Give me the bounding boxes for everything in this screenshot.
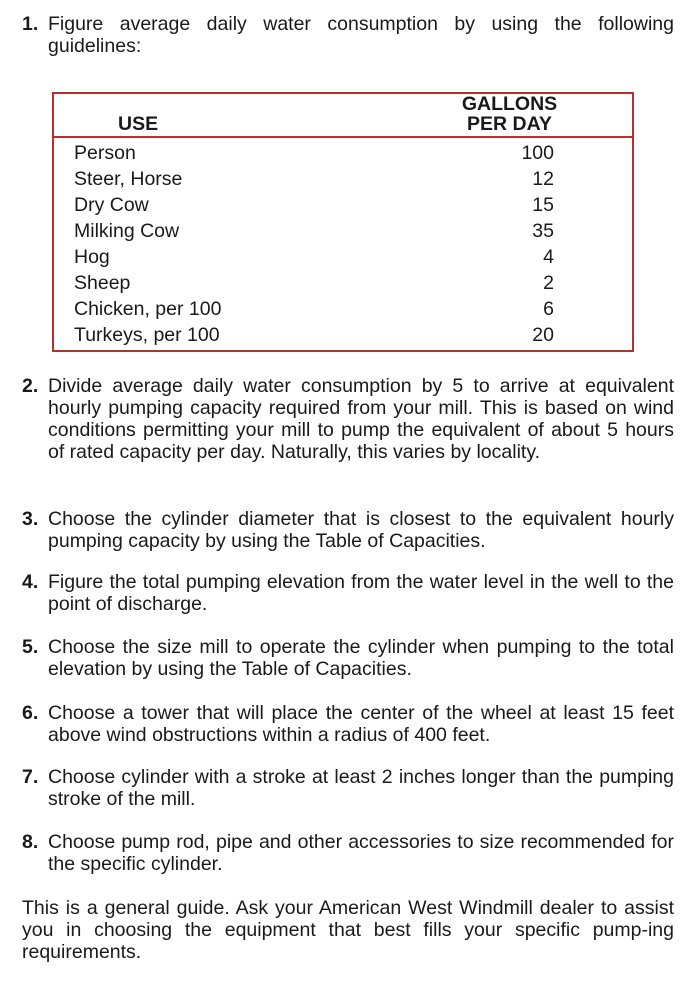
use-cell: Milking Cow	[74, 220, 180, 242]
gallons-cell: 12	[532, 168, 554, 190]
step-6	[22, 702, 674, 746]
gallons-cell: 100	[521, 142, 554, 164]
table-row	[53, 218, 633, 244]
step-3	[22, 508, 674, 552]
table-row	[53, 322, 633, 351]
gallons-cell: 35	[532, 220, 554, 242]
gallons-cell: 15	[532, 194, 554, 216]
step-text: Figure average daily water consumption by using the following guidelines:	[48, 13, 674, 57]
table-row	[53, 137, 633, 166]
step-1	[22, 13, 674, 57]
gallons-cell: 4	[543, 246, 554, 268]
use-cell: Dry Cow	[74, 194, 149, 216]
step-8	[22, 831, 674, 875]
column-header-gallons: GALLONS PER DAY	[401, 93, 633, 137]
water-consumption-table	[52, 92, 634, 352]
step-text: Choose a tower that will place the center of the wheel at least 15 feet above wind obstructions within a radius of 400 feet.	[48, 702, 674, 746]
step-7	[22, 766, 674, 810]
step-number: 3.	[22, 508, 39, 530]
use-cell: Sheep	[74, 272, 131, 294]
step-text: Choose the cylinder diameter that is closest to the equivalent hourly pumping capacity by using the Table of Capacities.	[48, 508, 674, 552]
table-row	[53, 270, 633, 296]
step-text: Figure the total pumping elevation from the water level in the well to the point of discharge.	[48, 571, 674, 615]
step-text: Choose cylinder with a stroke at least 2 inches longer than the pumping stroke of the mill.	[48, 766, 674, 810]
table-row	[53, 166, 633, 192]
step-text: Choose pump rod, pipe and other accessories to size recommended for the specific cylinder.	[48, 831, 674, 875]
table-row	[53, 192, 633, 218]
column-header-use: USE	[53, 93, 401, 137]
use-cell: Turkeys, per 100	[74, 324, 220, 346]
step-text: Divide average daily water consumption by 5 to arrive at equivalent hourly pumping capacity required from your mill. This is based on wind conditions permitting your mill to pump the equivalent of about 5 hours of rated capacity per day. Naturally, this varies by locality.	[48, 375, 674, 463]
step-2	[22, 375, 674, 463]
step-number: 8.	[22, 831, 39, 853]
step-4	[22, 571, 674, 615]
use-cell: Person	[74, 142, 136, 164]
use-cell: Steer, Horse	[74, 168, 183, 190]
closing-paragraph: This is a general guide. Ask your American West Windmill dealer to assist you in choosing the equipment that best fills your specific pump-ing requirements.	[22, 897, 674, 963]
step-number: 7.	[22, 766, 39, 788]
step-number: 1.	[22, 13, 39, 35]
step-number: 2.	[22, 375, 39, 397]
gallons-cell: 6	[543, 298, 554, 320]
step-text: Choose the size mill to operate the cylinder when pumping to the total elevation by using the Table of Capacities.	[48, 636, 674, 680]
use-cell: Chicken, per 100	[74, 298, 222, 320]
gallons-cell: 20	[532, 324, 554, 346]
step-5	[22, 636, 674, 680]
gallons-cell: 2	[543, 272, 554, 294]
table-row	[53, 296, 633, 322]
step-number: 5.	[22, 636, 39, 658]
step-number: 6.	[22, 702, 39, 724]
step-number: 4.	[22, 571, 39, 593]
table-row	[53, 244, 633, 270]
use-cell: Hog	[74, 246, 110, 268]
table-header-row	[53, 93, 633, 137]
